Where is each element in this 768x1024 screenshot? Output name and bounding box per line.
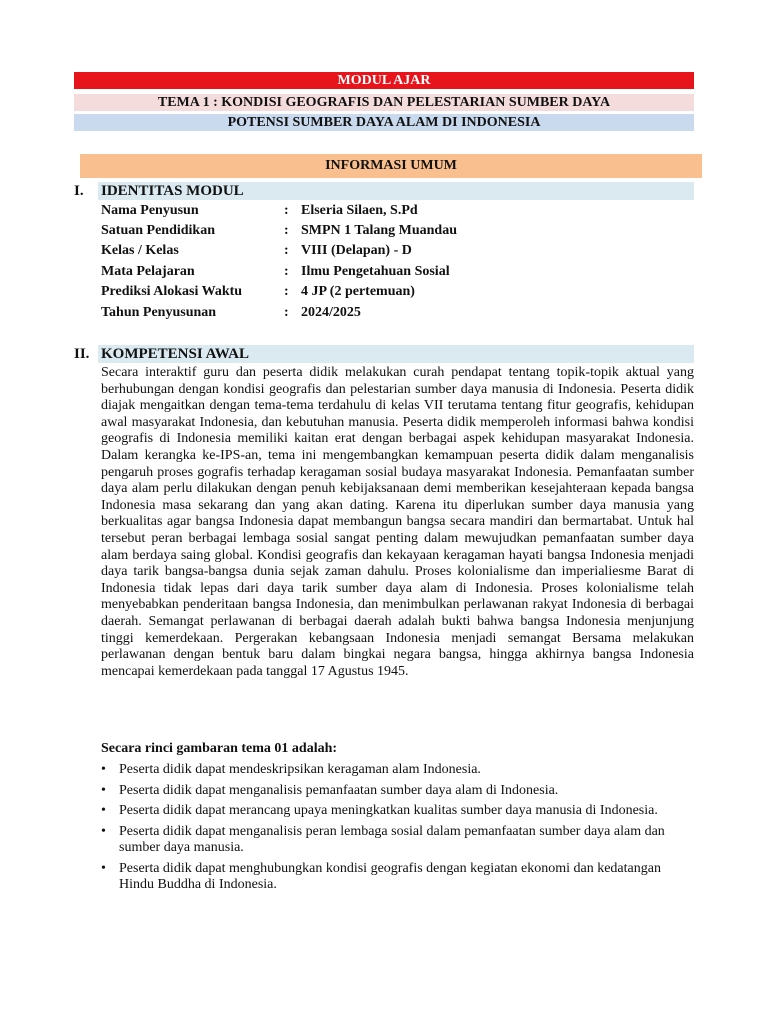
list-item-text: Peserta didik dapat merancang upaya meningkatkan kualitas sumber daya manusia di Indonesia. [119,803,658,818]
identity-row [101,303,601,323]
list-item-text: Peserta didik dapat mendeskripsikan keragaman alam Indonesia. [119,762,481,777]
identity-label: Tahun Penyusunan [101,305,217,320]
identity-colon: : [284,223,289,238]
identity-label: Mata Pelajaran [101,264,195,279]
section-number: I. [74,183,84,199]
potensi-banner: POTENSI SUMBER DAYA ALAM DI INDONESIA [74,114,694,131]
modul-ajar-banner: MODUL AJAR [74,72,694,89]
kompetensi-paragraph: Secara interaktif guru dan peserta didik melakukan curah pendapat tentang topik-topik aktual yang berhubungan dengan kondisi geografis dan pelestarian sumber daya manusia di Indonesia. Peserta didik diajak mengaitkan dengan tema-tema terdahulu di kelas VII terutama tentang fitur geografis, kehidupan awal masyarakat Indonesia, dan kebutuhan manusia. Peserta didik memperoleh informasi bahwa kondisi geografis di Indonesia memiliki kaitan erat dengan berbagai aspek kehidupan masyarakat Indonesia. Dalam kerangka ke-IPS-an, tema ini mengembangkan kemampuan peserta didik dalam menganalisis pengaruh proses gografis terhadap keragaman sosial budaya masyarakat Indonesia. Pemanfaatan sumber daya alam perlu dilakukan dengan penuh kebijaksanaan demi memberikan kesejahteraan kepada bangsa Indonesia masa sekarang dan yang akan dating. Karena itu diperlukan sumber daya manusia yang berkualitas agar bangsa Indonesia dapat membangun bangsa secara mandiri dan bermartabat. Untuk hal tersebut peran berbagai lembaga sosial sangat penting dalam mewujudkan pemanfaatan sumber daya alam berdaya saing global. Kondisi geografis dan kekayaan keragaman hayati bangsa Indonesia menjadi daya tarik bangsa-bangsa dunia sejak zaman dahulu. Proses kolonialisme dan imperialiesme Barat di Indonesia tidak lepas dari daya tarik sumber daya alam di Indonesia. Proses kolonialisme telah menyebabkan penderitaan bangsa Indonesia, dan menimbulkan perlawanan rakyat Indonesia di berbagai daerah. Semangat perlawanan di berbagai daerah adalah bukti bahwa bangsa Indonesia menjunjung tinggi kemerdekaan. Pergerakan kebangsaan Indonesia menjadi semangat Bersama melakukan perlawanan dengan bentuk baru dalam bingkai negara bangsa, hingga akhirnya bangsa Indonesia mencapai kemerdekaan pada tanggal 17 Agustus 1945. [101,365,694,679]
identity-colon: : [284,264,289,279]
bullet-icon: • [101,860,106,876]
identity-colon: : [284,203,289,218]
tema-banner: TEMA 1 : KONDISI GEOGRAFIS DAN PELESTARIAN SUMBER DAYA [74,94,694,111]
identity-value: 4 JP (2 pertemuan) [301,284,415,299]
identity-value: Ilmu Pengetahuan Sosial [301,264,450,279]
rinci-heading: Secara rinci gambaran tema 01 adalah: [101,741,338,756]
list-item-text: Peserta didik dapat menghubungkan kondisi geografis dengan kegiatan ekonomi dan kedatangan Hindu Buddha di Indonesia. [119,860,661,892]
identity-colon: : [284,243,289,258]
section-identitas-modul [74,182,694,200]
bullet-icon: • [101,762,106,777]
list-item [101,803,686,820]
list-item [101,824,686,857]
informasi-umum-banner: INFORMASI UMUM [80,154,702,178]
identity-colon: : [284,305,289,320]
section-title: IDENTITAS MODUL [101,183,244,199]
list-item [101,762,686,779]
identity-colon: : [284,284,289,299]
list-item-text: Peserta didik dapat menganalisis peran lembaga sosial dalam pemanfaatan sumber daya alam dan sumber daya manusia. [119,823,665,855]
section-title: KOMPETENSI AWAL [101,346,249,362]
list-item [101,861,686,894]
identity-value: Elseria Silaen, S.Pd [301,203,418,218]
list-item [101,783,686,800]
identity-value: 2024/2025 [301,305,361,320]
bullet-icon: • [101,823,106,839]
identity-label: Kelas / Kelas [101,243,179,258]
identity-row [101,221,601,241]
section-kompetensi-awal [74,345,694,363]
identity-label: Nama Penyusun [101,203,199,218]
identity-label: Satuan Pendidikan [101,223,215,238]
bullet-icon: • [101,803,106,818]
identity-row [101,241,601,261]
identity-value: VIII (Delapan) - D [301,243,412,258]
list-item-text: Peserta didik dapat menganalisis pemanfaatan sumber daya alam di Indonesia. [119,782,559,798]
bullet-icon: • [101,782,106,798]
identity-label: Prediksi Alokasi Waktu [101,284,243,299]
objectives-list [101,762,686,898]
identity-row [101,201,601,221]
identity-row [101,262,601,282]
section-number: II. [74,346,90,362]
identity-value: SMPN 1 Talang Muandau [301,223,457,238]
identity-row [101,282,601,302]
